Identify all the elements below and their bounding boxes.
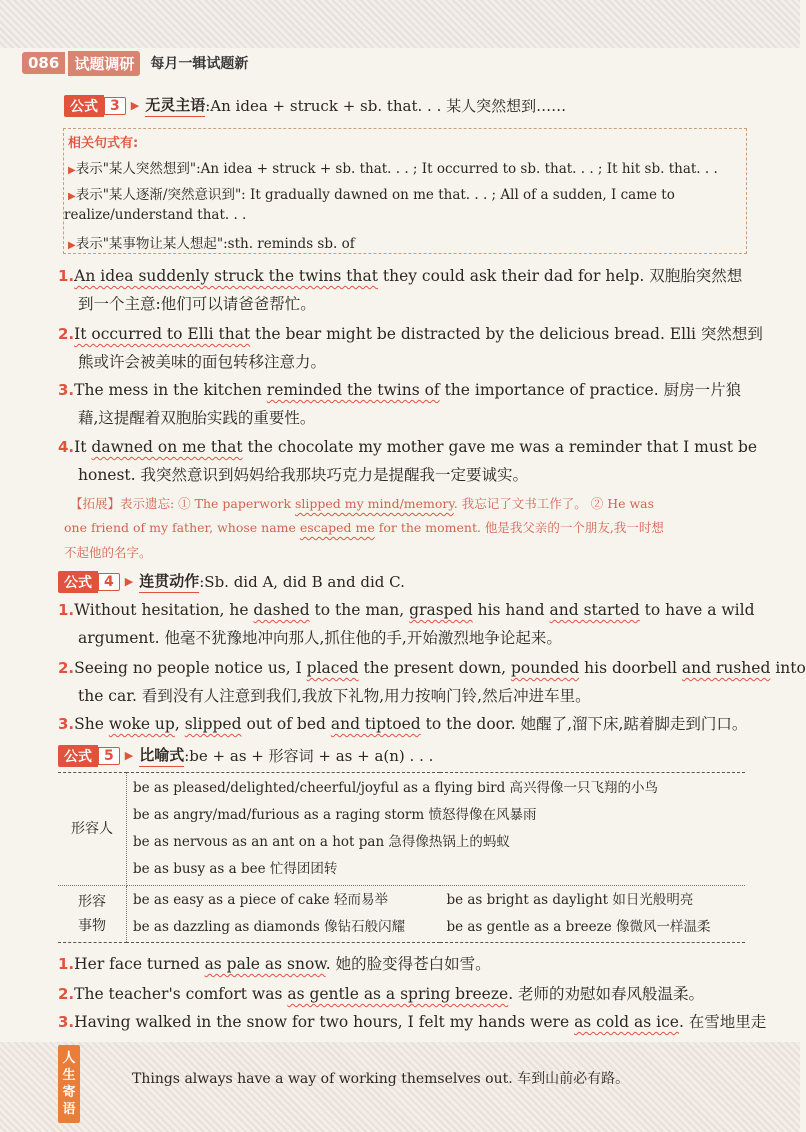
people-similes: [127, 773, 746, 886]
related-text: 表示"某人逐渐/突然意识到": It gradually dawned on me that. . . ; All of a sudden, I came to: [75, 187, 675, 203]
header-subtitle: 每月一辑试题新: [150, 56, 249, 72]
page-number: 086: [22, 52, 65, 74]
related-line-2: [68, 183, 675, 203]
simile-line: be as easy as a piece of cake 轻而易举: [133, 892, 388, 908]
arrow-icon: ▶: [68, 240, 76, 251]
formula-3-heading: [64, 94, 566, 117]
example-4-2-cont: the car. 看到没有人注意到我们,我放下礼物,用力按响门铃,然后冲进车里。: [78, 687, 591, 705]
example-4-2: 2.Seeing no people notice us, I placed the present down, pounded his doorbell and rushed into: [58, 659, 806, 677]
related-line-1: [68, 157, 718, 177]
related-line-3: [68, 232, 355, 252]
related-text: 表示"某事物让某人想起":sth. reminds sb. of: [75, 236, 355, 252]
formula-text: :Sb. did A, did B and did C.: [199, 572, 405, 591]
related-heading: 相关句式有:: [68, 136, 139, 151]
related-patterns-box: [63, 128, 747, 254]
simile-table: [58, 772, 745, 943]
table-row: [58, 773, 745, 886]
page-header: [22, 50, 248, 76]
simile-line: be as nervous as an ant on a hot pan 急得像热锅上的蚂蚁: [133, 834, 510, 850]
example-3-3-cont: 藉,这提醒着双胞胎实践的重要性。: [78, 409, 316, 427]
triangle-icon: ▶: [124, 575, 134, 588]
extension-note-line-1: 【拓展】表示遗忘: ① The paperwork slipped my mind/memory. 我忘记了文书工作了。 ② He was: [70, 496, 655, 511]
formula-title: 比喻式: [139, 744, 184, 767]
extension-note-line-3: 不起他的名字。: [64, 545, 152, 560]
example-3-1-cont: 到一个主意:他们可以请爸爸帮忙。: [78, 295, 316, 313]
formula-label: 公式: [64, 95, 104, 117]
example-3-4-cont: honest. 我突然意识到妈妈给我那块巧克力是提醒我一定要诚实。: [78, 466, 529, 484]
simile-line: be as busy as a bee 忙得团团转: [133, 861, 338, 877]
formula-badge: 公式 5: [58, 745, 120, 767]
top-hatched-band: [0, 0, 800, 48]
example-5-2: 2.The teacher's comfort was as gentle as a spring breeze. 老师的劝慰如春风般温柔。: [58, 985, 705, 1003]
example-4-3: 3.She woke up, slipped out of bed and tiptoed to the door. 她醒了,溜下床,踮着脚走到门口。: [58, 715, 748, 733]
formula-text: :be + as + 形容词 + as + a(n) . . .: [184, 747, 434, 765]
simile-line: be as angry/mad/furious as a raging storm 愤怒得像在风暴雨: [133, 807, 537, 823]
table-row: [58, 886, 745, 943]
arrow-icon: ▶: [68, 165, 76, 176]
section-tag: 试题调研: [68, 51, 140, 76]
related-line-2-cont: realize/understand that. . .: [64, 207, 247, 223]
formula-4-heading: [58, 570, 405, 593]
formula-number: 3: [104, 97, 126, 115]
extension-note-line-2: one friend of my father, whose name escaped me for the moment. 他是我父亲的一个朋友,我一时想: [64, 520, 664, 535]
life-motto-tag: 人 生 寄 语: [58, 1045, 80, 1123]
footer-quote: Things always have a way of working themselves out. 车到山前必有路。: [132, 1071, 630, 1087]
things-similes-left: [127, 886, 441, 943]
example-5-1: 1.Her face turned as pale as snow. 她的脸变得苍白如雪。: [58, 955, 491, 973]
example-3-4: 4.It dawned on me that the chocolate my mother gave me was a reminder that I must be: [58, 438, 758, 456]
formula-badge: [64, 95, 126, 117]
row-header-things: 形容 事物: [58, 886, 127, 943]
example-4-1: 1.Without hesitation, he dashed to the man, grasped his hand and started to have a wild: [58, 601, 755, 619]
example-3-2-cont: 熊或许会被美味的面包转移注意力。: [78, 353, 327, 371]
related-text: 表示"某人突然想到":An idea + struck + sb. that. . . ; It occurred to sb. that. . . ; It hit sb. that. . .: [75, 161, 718, 177]
formula-badge: 公式 4: [58, 571, 120, 593]
simile-line: be as dazzling as diamonds 像钻石般闪耀: [133, 919, 406, 935]
triangle-icon: ▶: [130, 99, 140, 112]
things-similes-right: [440, 886, 745, 943]
formula-title: 连贯动作: [139, 570, 199, 593]
formula-5-heading: [58, 744, 433, 767]
formula-text: :An idea + struck + sb. that. . . 某人突然想到……: [205, 97, 567, 115]
example-3-2: 2.It occurred to Elli that the bear might be distracted by the delicious bread. Elli 突然想到: [58, 325, 763, 343]
example-4-1-cont: argument. 他毫不犹豫地冲向那人,抓住他的手,开始激烈地争论起来。: [78, 629, 562, 647]
arrow-icon: ▶: [68, 191, 76, 202]
simile-line: be as bright as daylight 如日光般明亮: [446, 892, 694, 908]
simile-line: be as pleased/delighted/cheerful/joyful as a flying bird 高兴得像一只飞翔的小鸟: [133, 780, 659, 796]
example-3-1: 1.An idea suddenly struck the twins that they could ask their dad for help. 双胞胎突然想: [58, 267, 743, 285]
example-3-3: 3.The mess in the kitchen reminded the twins of the importance of practice. 厨房一片狼: [58, 381, 742, 399]
example-5-3: 3.Having walked in the snow for two hours, I felt my hands were as cold as ice. 在雪地里走: [58, 1013, 767, 1031]
triangle-icon: ▶: [124, 749, 134, 762]
formula-title: 无灵主语: [145, 94, 205, 117]
row-header-people: 形容人: [58, 773, 127, 886]
simile-line: be as gentle as a breeze 像微风一样温柔: [446, 919, 711, 935]
